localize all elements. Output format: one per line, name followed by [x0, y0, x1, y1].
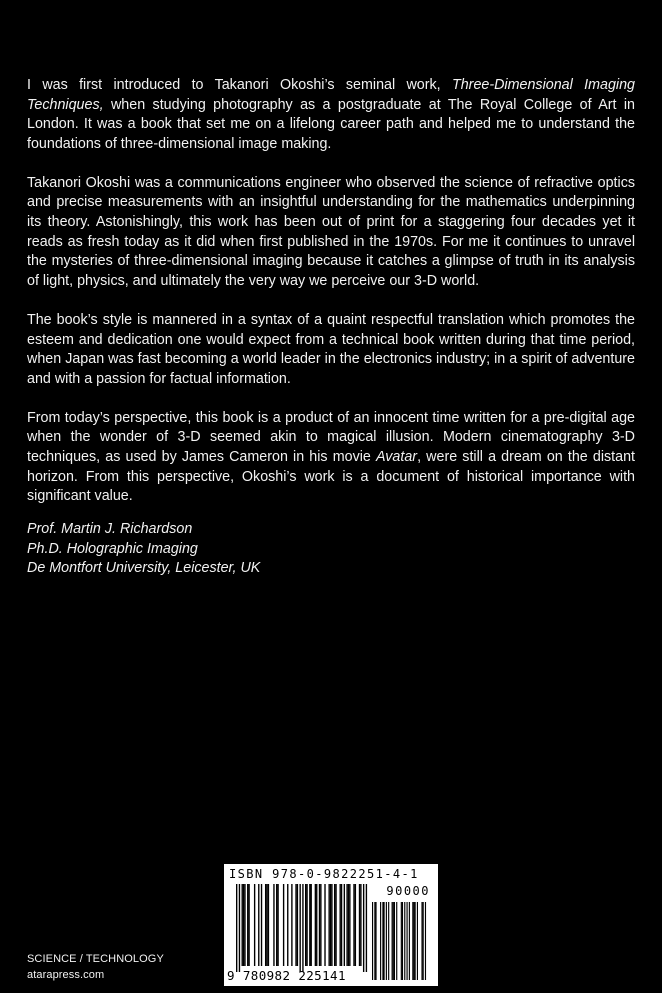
barcode-bar [254, 884, 255, 966]
barcode-bar [239, 884, 240, 972]
barcode-bar [346, 884, 347, 966]
barcode-bar [349, 884, 350, 966]
barcode-bar [360, 884, 361, 966]
barcode-bar [341, 884, 342, 966]
barcode-bar [344, 884, 345, 966]
barcode-bar [261, 884, 262, 966]
barcode-bar [319, 884, 320, 966]
barcode-bar [287, 884, 288, 966]
barcode-bar [265, 884, 266, 966]
addon-bar [413, 902, 414, 980]
addon-bar [396, 902, 397, 980]
isbn-barcode [224, 864, 438, 986]
barcode-bar [320, 884, 321, 966]
back-cover-footer [27, 951, 164, 983]
barcode-bar [242, 884, 243, 966]
addon-bar [380, 902, 381, 980]
addon-bar [388, 902, 389, 980]
publisher-website: atarapress.com [27, 969, 105, 981]
paragraph-2-text: Takanori Okoshi was a communications engineer who observed the science of refractive optics and precise measurements with an insightful understanding for the mathematics underpinning its theory. Astonishingly, this work has been out of print for a staggering four decades yet it reads as fresh today as it did when first published in the 1970s. For me it continues to unravel the mysteries of three-dimensional imaging because it catches a glimpse of truth in its analysis of light, physics, and ultimately the very way we perceive our 3-D world. [27, 174, 635, 289]
foreword-text [27, 76, 635, 507]
addon-bar [415, 902, 416, 980]
barcode-bar [258, 884, 259, 966]
paragraph-2 [27, 174, 635, 292]
paragraph-1-text: I was first introduced to Takanori Okoshi’s seminal work, [27, 77, 452, 93]
barcode-bar [315, 884, 316, 966]
barcode-bar [236, 884, 237, 972]
barcode-bar [299, 884, 300, 972]
addon-bar [409, 902, 410, 980]
addon-bar [392, 902, 393, 980]
addon-bar [412, 902, 413, 980]
addon-bar [421, 902, 422, 980]
addon-bar [384, 902, 385, 980]
barcode-bar [273, 884, 274, 966]
addon-bar [372, 902, 373, 980]
barcode-bar [363, 884, 364, 972]
barcode-bar [266, 884, 267, 966]
paragraph-3-text: The book’s style is mannered in a syntax of a quaint respectful translation which promotes the esteem and dedication one would expect from a technical book written during that time period, when Japan was fast becoming a world leader in the electronics industry; in a spirit of adventure and with a passion for factual information. [27, 311, 635, 387]
barcode-bar [340, 884, 341, 966]
addon-bar [382, 902, 383, 980]
addon-bar [425, 902, 426, 980]
barcode-bar [324, 884, 325, 966]
addon-bar [394, 902, 395, 980]
addon-bar [386, 902, 387, 980]
barcode-bar [335, 884, 336, 966]
paragraph-1-text-cont: when studying photography as a postgraduate at The Royal College of Art in London. It was a book that set me on a lifelong career path and helped me to understand the foundations of three-dimensional image making. [27, 96, 635, 152]
movie-title-italic: Avatar [376, 449, 418, 465]
addon-bar [375, 902, 376, 980]
author-signature [27, 520, 260, 579]
category-label: SCIENCE / TECHNOLOGY [27, 953, 164, 965]
barcode-bar [283, 884, 284, 966]
author-name: Prof. Martin J. Richardson [27, 521, 193, 537]
paragraph-1 [27, 76, 635, 154]
barcode-bar [366, 884, 367, 972]
barcode-bar [306, 884, 307, 966]
barcode-bar [316, 884, 317, 966]
author-degree: Ph.D. Holographic Imaging [27, 540, 198, 557]
barcode-bar [348, 884, 349, 966]
barcode-bar [248, 884, 249, 966]
barcode-bar [302, 884, 303, 972]
barcode-bar [276, 884, 277, 966]
addon-bar [401, 902, 402, 980]
paragraph-4-text-cont: , were still a dream on the distant horizon. From this perspective, Okoshi’s work is a document of historical importance with significant value. [27, 449, 635, 505]
isbn-label: ISBN 978-0-9822251-4-1 [229, 867, 419, 881]
addon-bar [402, 902, 403, 980]
barcode-bar [277, 884, 278, 966]
addon-bar [407, 902, 408, 980]
barcode-bar [243, 884, 244, 966]
paragraph-4 [27, 409, 635, 507]
paragraph-4-text: From today’s perspective, this book is a product of an innocent time written for a pre-digital age when the wonder of 3-D seemed akin to magical illusion. Modern cinematography 3-D techniques, as used by James Cameron in his movie [27, 409, 635, 465]
book-title-italic: Three-Dimensional Imaging Techniques, [27, 77, 635, 113]
barcode-bar [353, 884, 354, 966]
addon-bar [423, 902, 424, 980]
barcode-bar [309, 884, 310, 966]
paragraph-3 [27, 311, 635, 389]
addon-bar [417, 902, 418, 980]
barcode-bar [244, 884, 245, 966]
addon-bar [393, 902, 394, 980]
barcode-bar [295, 884, 296, 966]
barcode-bar [268, 884, 269, 966]
ean-digits: 9 780982 225141 [227, 968, 346, 983]
addon-bar [374, 902, 375, 980]
author-affiliation: De Montfort University, Leicester, UK [27, 560, 261, 577]
barcode-bar [311, 884, 312, 966]
barcode-bar [359, 884, 360, 966]
barcode-bar [291, 884, 292, 966]
barcode-bar [328, 884, 329, 966]
barcode-bar [331, 884, 332, 966]
barcode-bar [334, 884, 335, 966]
barcode-bar [330, 884, 331, 966]
barcode-bar [355, 884, 356, 966]
addon-bar [404, 902, 405, 980]
barcode-bar [305, 884, 306, 966]
barcode-bar [247, 884, 248, 966]
barcode-bar [297, 884, 298, 966]
price-code: 90000 [386, 884, 430, 898]
